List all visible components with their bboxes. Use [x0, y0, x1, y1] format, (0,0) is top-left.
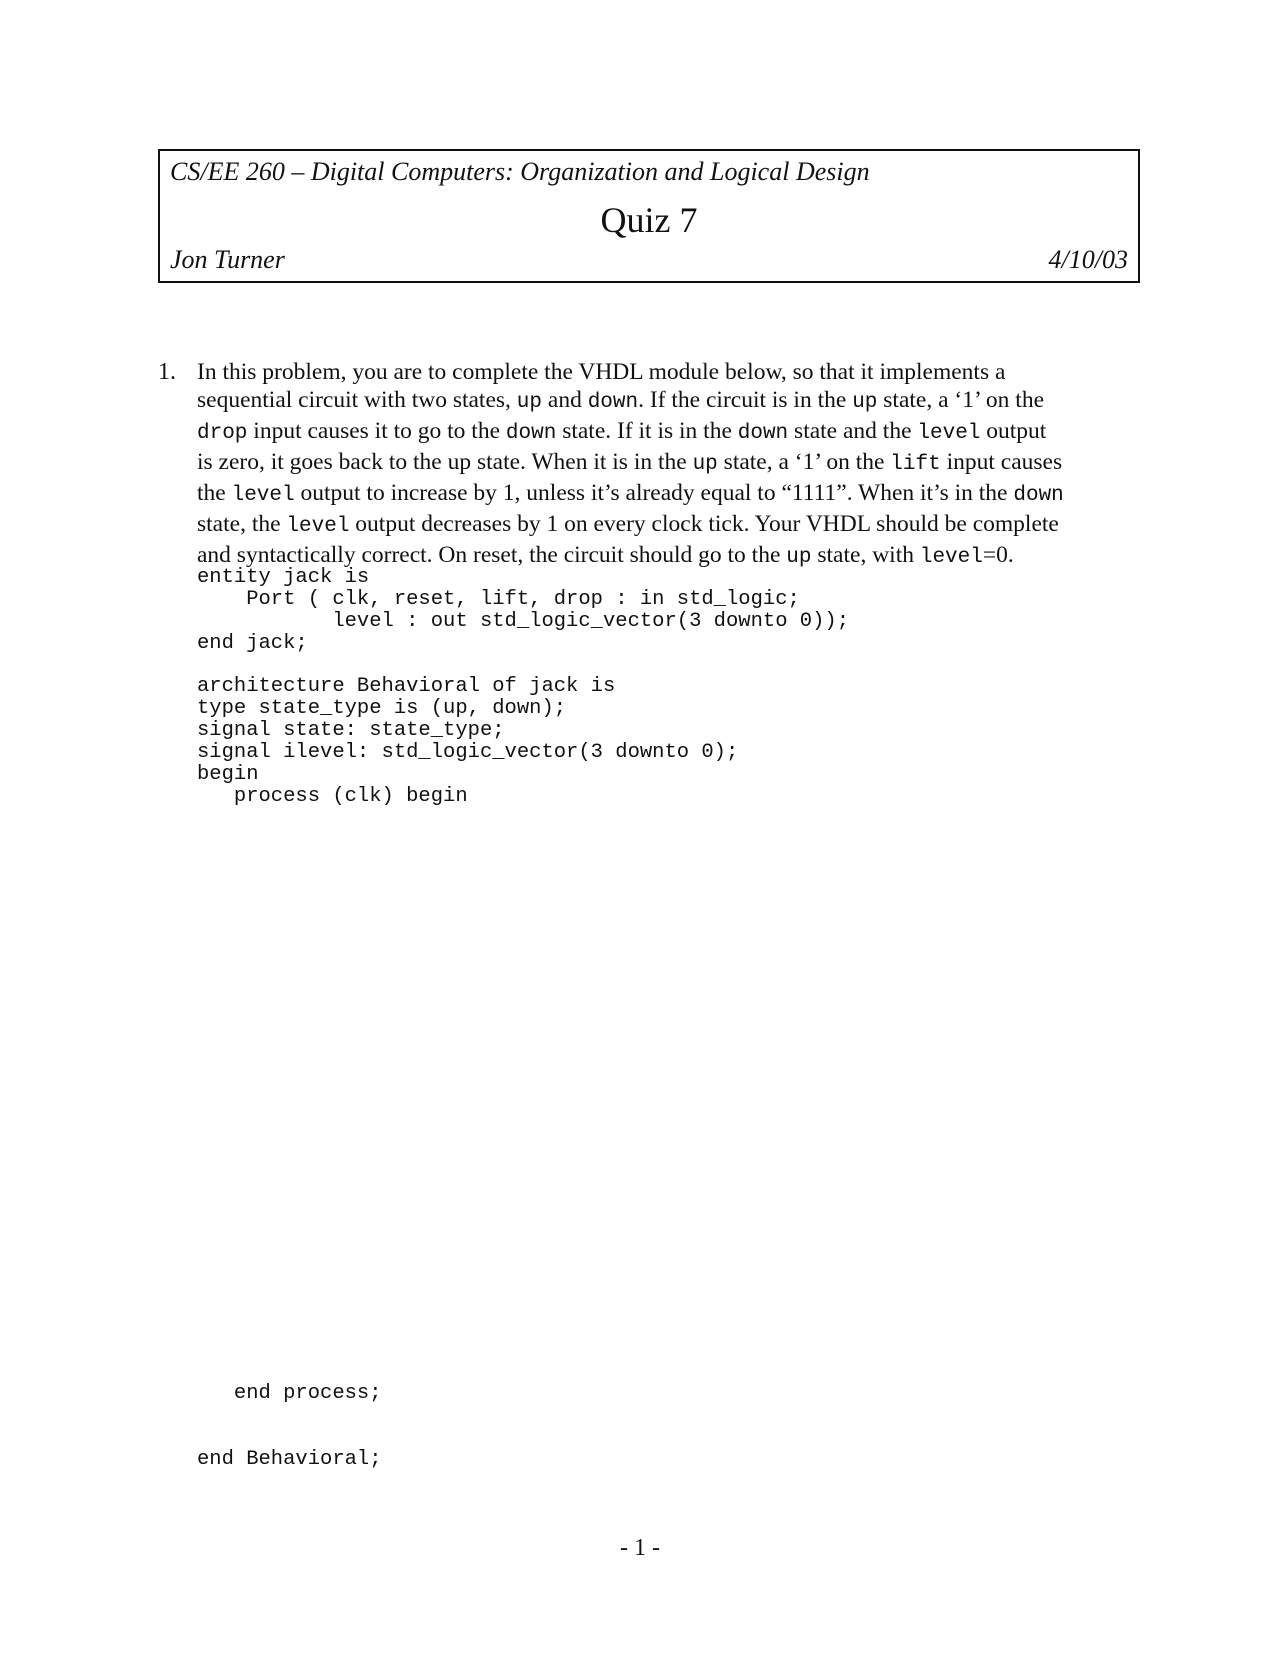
- text-segment: In this problem, you are to complete the VHDL module below, so that it implements a: [197, 359, 1006, 385]
- text-segment: the: [197, 480, 232, 506]
- text-segment: is zero, it goes back to the up state. When it is in the: [197, 449, 693, 475]
- code-term: down: [737, 422, 789, 445]
- text-segment: state, with: [811, 542, 920, 568]
- problem-line: [197, 479, 1147, 510]
- text-segment: sequential circuit with two states,: [197, 387, 517, 413]
- problem-number: 1.: [158, 359, 176, 385]
- code-term: down: [1013, 484, 1064, 507]
- code-term: lift: [890, 453, 941, 476]
- text-segment: and syntactically correct. On reset, the circuit should go to the: [197, 542, 787, 568]
- problem-line: [197, 417, 1147, 448]
- text-segment: state, the: [197, 511, 287, 537]
- problem-line: [197, 358, 1147, 386]
- code-term: level: [286, 515, 350, 538]
- author-name: Jon Turner: [170, 245, 285, 274]
- text-segment: output decreases by 1 on every clock tick. Your VHDL should be complete: [349, 511, 1059, 537]
- code-term: down: [505, 422, 557, 445]
- problem-statement: [197, 358, 1147, 572]
- code-term: level: [917, 422, 981, 445]
- code-term: up: [516, 391, 543, 414]
- code-term: down: [587, 391, 639, 414]
- text-segment: and: [542, 387, 588, 413]
- code-term: up: [786, 546, 812, 569]
- text-segment: . If the circuit is in the: [638, 387, 853, 413]
- text-segment: =0.: [982, 542, 1014, 568]
- code-term: up: [852, 391, 878, 414]
- code-term: level: [231, 484, 295, 507]
- problem-line: [197, 386, 1147, 417]
- vhdl-end-process: end process;: [197, 1382, 382, 1405]
- vhdl-end-architecture: end Behavioral;: [197, 1448, 382, 1471]
- text-segment: state. If it is in the: [556, 418, 738, 444]
- text-segment: state, a ‘1’ on the: [877, 387, 1045, 413]
- quiz-date: 4/10/03: [1048, 245, 1128, 274]
- problem-line: [197, 448, 1147, 479]
- page-number: - 1 -: [620, 1535, 660, 1561]
- text-segment: state, a ‘1’ on the: [717, 449, 891, 475]
- vhdl-entity-code: entity jack is Port ( clk, reset, lift, drop : in std_logic; level : out std_logic_vector(3 downto 0)); end jack;: [197, 566, 850, 655]
- course-title: CS/EE 260 – Digital Computers: Organization and Logical Design: [170, 157, 870, 186]
- text-segment: state and the: [788, 418, 918, 444]
- header-box: [158, 149, 1140, 283]
- code-term: level: [919, 546, 983, 569]
- code-term: up: [692, 453, 718, 476]
- text-segment: output: [980, 418, 1047, 444]
- code-term: drop: [197, 422, 248, 445]
- quiz-title: Quiz 7: [600, 200, 698, 240]
- text-segment: output to increase by 1, unless it’s already equal to “1111”. When it’s in the: [294, 480, 1014, 506]
- problem-line: [197, 510, 1147, 541]
- vhdl-architecture-code: architecture Behavioral of jack is type state_type is (up, down); signal state: state_type; signal ilevel: std_logic_vector(3 downto 0); begin process (clk) begin: [197, 675, 739, 808]
- text-segment: input causes it to go to the: [247, 418, 506, 444]
- text-segment: input causes: [940, 449, 1063, 475]
